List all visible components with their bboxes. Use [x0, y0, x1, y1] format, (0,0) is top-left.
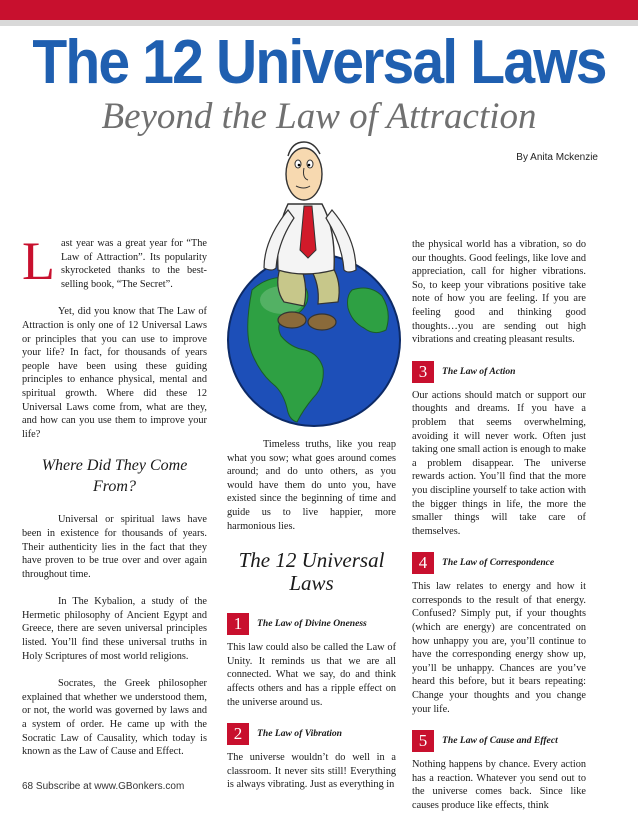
law-number-badge: 1 — [227, 613, 249, 635]
paragraph: Yet, did you know that The Law of Attraction is only one of 12 Universal Laws or principles that you can use to improve your life? In fact, for thousands of years people have been using these guiding principles to enhance physical, mental and spiritual growth. Where did these 12 Universal Laws come from, what are they, and how can you use them to improve your life? — [22, 306, 207, 440]
law-description: This law relates to energy and how it corresponds to the result of that energy. Confused? Simply put, if your thoughts (which are energy) are concentrated on how unhappy you are, you’ll continue to have the corresponding energy show up, you’ll be unhappy. Chances are you’ve heard this before, but it bears repeating: Change your thoughts and you change your life. — [412, 581, 586, 715]
paragraph: In The Kybalion, a study of the Hermetic philosophy of Ancient Egypt and Greece, there are seven universal principles listed. You’ll find these universal truths in Holy Scriptures of most world religions. — [22, 596, 207, 662]
byline: By Anita Mckenzie — [516, 152, 598, 163]
paragraph: the physical world has a vibration, so do our thoughts. Good feelings, like love and appreciation, call for higher vibrations. So, to keep your vibrations positive take note of how you are feeling. If you are feeling good and thinking good thoughts…you are sending out high vibrations and creating pleasant results. — [412, 239, 586, 346]
paragraph: Timeless truths, like you reap what you sow; what goes around comes around; and do unto others, as you would have them do unto you, have existed since the beginning of time and guide us to live happier, more harmonious lies. — [227, 439, 396, 532]
law-description: The universe wouldn’t do well in a classroom. It never sits still! Everything is always vibrating. Just as everything in — [227, 752, 396, 791]
man-on-globe-illustration — [222, 140, 406, 428]
page-footer: 68 Subscribe at www.GBonkers.com — [22, 781, 185, 792]
law-description: Nothing happens by chance. Every action has a reaction. Whatever you send out to the universe comes back. Since like causes produce like effects, think — [412, 759, 586, 811]
law-number-badge: 2 — [227, 723, 249, 745]
law-title: The Law of Correspondence — [442, 557, 555, 569]
law-title: The Law of Vibration — [257, 728, 343, 740]
section-heading-origins: Where Did They Come From? — [41, 457, 188, 496]
law-heading-2 — [227, 723, 396, 745]
section-heading-laws: The 12 Universal Laws — [238, 548, 385, 596]
law-description: This law could also be called the Law of Unity. It reminds us that we are all connected. What we say, do and think affects others and has a ripple effect on the universe around us. — [227, 642, 396, 708]
drop-cap: L — [22, 231, 55, 291]
law-title: The Law of Action — [442, 365, 516, 377]
law-title: The Law of Divine Oneness — [257, 618, 367, 630]
top-gray-bar — [0, 20, 638, 26]
page-subtitle: Beyond the Law of Attraction — [101, 96, 537, 137]
article-column-1 — [22, 231, 207, 773]
article-column-3 — [412, 238, 586, 827]
law-title: The Law of Cause and Effect — [442, 735, 558, 747]
top-red-bar — [0, 0, 638, 20]
law-heading-3 — [412, 361, 586, 383]
law-number-badge: 3 — [412, 361, 434, 383]
paragraph: Universal or spiritual laws have been in existence for thousands of years. Their authenticity lies in the fact that they have proven to be true over and over again throughout time. — [22, 514, 207, 580]
law-number-badge: 5 — [412, 730, 434, 752]
page-title: The 12 Universal Laws — [32, 28, 606, 97]
law-number-badge: 4 — [412, 552, 434, 574]
article-column-2 — [227, 438, 396, 806]
intro-paragraph: Last year was a great year for “The Law of Attraction”. Its popularity skyrocketed thanks to the best-selling book, “The Secret”. — [22, 231, 207, 291]
law-heading-1 — [227, 613, 396, 635]
paragraph: Socrates, the Greek philosopher explained that whether we understood them, or not, the world was governed by laws and a system of order. He came up with the Socratic Law of Causality, which today is known as the Law of Cause and Effect. — [22, 678, 207, 758]
law-description: Our actions should match or support our thoughts and dreams. If you have a problem that seems overwhelming, avoiding it will never work. Often just taking one small action is enough to make a problem disappear. The universe rewards action. You’ll find that the more you discipline yourself to take action with the bigger things in life, the more the smaller things will take care of themselves. — [412, 389, 586, 537]
law-heading-4 — [412, 552, 586, 574]
law-heading-5 — [412, 730, 586, 752]
